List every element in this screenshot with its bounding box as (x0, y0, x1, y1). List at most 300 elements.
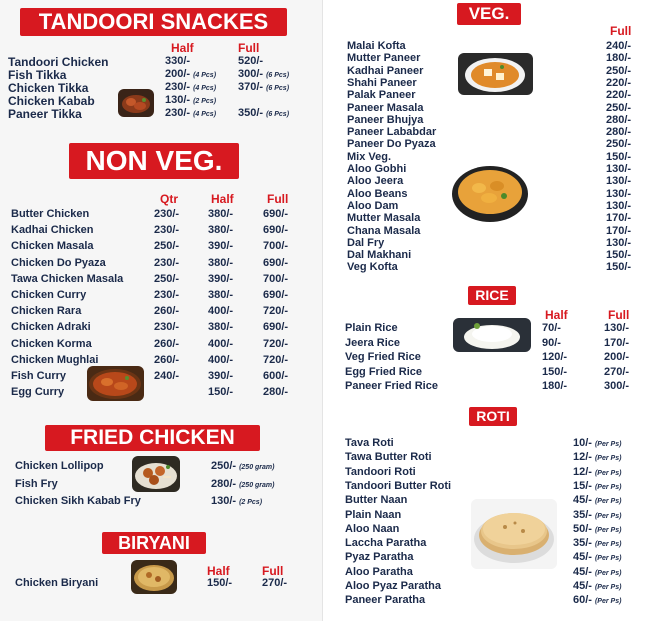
rice-item-full-text: 170/- (604, 336, 630, 349)
veg-item-name-text: Shahi Paneer (347, 76, 417, 89)
nonveg-item-name-text: Chicken Mughlai (11, 353, 99, 366)
veg-item-full-text: 250/- (606, 101, 632, 114)
roti-item-price-text: 35/- (573, 537, 592, 550)
roti-item-price-text: 35/- (573, 508, 592, 521)
tandoori-item-full-text: 370/- (238, 81, 264, 94)
nonveg-item-name-text: Egg Curry (11, 386, 65, 399)
veg-item-name-text: Paneer Bhujya (347, 113, 424, 126)
rice-item-full (604, 380, 629, 392)
nonveg-item-name (11, 386, 64, 398)
veg-item-full (606, 163, 631, 175)
veg-item-full (606, 114, 631, 126)
roti-item-price-text: 45/- (573, 565, 592, 578)
veg-item-full-text: 130/- (606, 163, 632, 175)
tandoori-item-name-text: Chicken Tikka (8, 81, 89, 96)
veg-item-full-text: 220/- (606, 89, 632, 102)
biryani-banner: BIRYANI (102, 532, 206, 554)
veg-item-name-text: Malai Kofta (347, 40, 406, 52)
tandoori-item-half-text: 230/- (165, 107, 191, 120)
tandoori-item-name (8, 55, 108, 69)
nonveg-item-name-text: Tawa Chicken Masala (11, 272, 124, 285)
veg-item-full-text: 280/- (606, 113, 632, 126)
roti-item-price-text: 45/- (573, 580, 592, 592)
veg-item-full-text: 150/- (606, 249, 632, 262)
tandoori-banner: TANDOORI SNACKES (20, 8, 287, 36)
veg-item-full-text: 130/- (606, 236, 632, 249)
roti-item-name-text: Aloo Naan (345, 522, 400, 535)
nonveg-item-full (263, 257, 288, 269)
nonveg-item-name-text: Chicken Rara (11, 305, 82, 318)
veg-item-name (347, 40, 406, 52)
veg-item-full (606, 138, 631, 150)
nonveg-item-qtr (154, 224, 179, 236)
nonveg-item-full-text: 720/- (263, 305, 289, 318)
rice-item-half-text: 90/- (542, 336, 561, 349)
roti-item-name (345, 566, 413, 578)
veg-item-full-text: 170/- (606, 212, 632, 225)
nonveg-item-name-text: Chicken Curry (11, 289, 87, 301)
nonveg-item-half-text: 400/- (208, 353, 234, 366)
nonveg-item-full-text: 720/- (263, 337, 289, 350)
nonveg-item-half-text: 150/- (208, 386, 234, 399)
nonveg-item-full-text: 690/- (263, 256, 289, 269)
veg-banner: VEG. (457, 3, 521, 25)
roti-item-price-note: (Per Ps) (594, 512, 622, 520)
fish-curry-photo (87, 366, 144, 401)
veg-item-name-text: Paneer Masala (347, 101, 424, 114)
veg-item-full (606, 77, 631, 89)
tandoori-item-full-text: 350/- (238, 107, 264, 120)
chicken-lollipop-photo (132, 456, 180, 492)
fried-item-price-text: 130/- (211, 495, 237, 507)
rice-item-name (345, 351, 421, 363)
nonveg-item-name-text: Butter Chicken (11, 208, 90, 220)
tandoori-item-name (8, 94, 95, 108)
nonveg-full-header: Full (267, 192, 289, 206)
tandoori-item-full (238, 55, 263, 67)
veg-item-name-text: Veg Kofta (347, 261, 398, 274)
roti-item-name-text: Tava Roti (345, 437, 394, 449)
veg-item-name (347, 52, 420, 64)
veg-item-name-text: Kadhai Paneer (347, 64, 424, 77)
veg-item-name (347, 212, 420, 224)
nonveg-item-name (11, 370, 66, 382)
roti-item-price (573, 551, 621, 563)
roti-item-name (345, 509, 401, 521)
nonveg-item-qtr-text: 250/- (154, 240, 180, 253)
nonveg-item-half (208, 354, 233, 366)
fried-item-price (211, 460, 274, 472)
veg-item-full-text: 220/- (606, 76, 632, 89)
rice-item-full (604, 337, 629, 349)
rice-item-half-text: 120/- (542, 351, 568, 364)
veg-item-name-text: Aloo Beans (347, 187, 408, 200)
tandoori-item-half-text: 130/- (165, 94, 191, 107)
nonveg-item-half (208, 273, 233, 285)
veg-item-name (347, 163, 406, 175)
veg-item-full-text: 180/- (606, 52, 632, 65)
nonveg-item-full (263, 273, 288, 285)
veg-item-full (606, 200, 631, 212)
veg-item-full-text: 250/- (606, 64, 632, 77)
roti-photo (471, 499, 557, 569)
veg-item-name (347, 151, 391, 163)
tandoori-item-half-text: 230/- (165, 81, 191, 94)
roti-item-price-note: (Per Ps) (594, 541, 622, 549)
veg-item-name-text: Chana Masala (347, 224, 421, 237)
roti-item-name-text: Aloo Pyaz Paratha (345, 580, 441, 592)
veg-full-header: Full (610, 24, 632, 38)
nonveg-item-full (263, 305, 288, 317)
veg-item-name (347, 77, 417, 89)
veg-item-name (347, 249, 411, 261)
fried-item-price-text: 250/- (211, 460, 237, 472)
tandoori-item-full-note: (6 Pcs) (266, 85, 290, 93)
veg-item-name (347, 188, 408, 200)
nonveg-item-half-text: 380/- (208, 321, 234, 334)
rice-item-half (542, 337, 561, 349)
rice-item-half (542, 322, 561, 334)
rice-item-name-text: Jeera Rice (345, 336, 401, 349)
veg-item-full (606, 225, 631, 237)
biryani-item-name (15, 577, 98, 589)
rice-full-header: Full (608, 308, 630, 322)
veg-item-name (347, 138, 436, 150)
veg-item-name (347, 175, 403, 187)
roti-item-name-text: Paneer Paratha (345, 594, 426, 607)
tandoori-item-half-note: (4 Pcs) (193, 85, 217, 93)
tandoori-item-half-note: (4 Pcs) (193, 111, 217, 119)
nonveg-item-half-text: 390/- (208, 370, 234, 382)
nonveg-item-qtr (154, 370, 179, 382)
roti-item-name-text: Tandoori Roti (345, 465, 416, 478)
roti-item-price-text: 15/- (573, 479, 592, 492)
roti-item-price-note: (Per Ps) (594, 483, 622, 491)
nonveg-item-full (263, 289, 288, 301)
rice-item-name-text: Paneer Fried Rice (345, 380, 438, 393)
nonveg-item-qtr-text: 260/- (154, 353, 180, 366)
rice-item-name (345, 337, 400, 349)
nonveg-item-full (263, 208, 288, 220)
nonveg-item-qtr (154, 273, 179, 285)
roti-item-name (345, 523, 399, 535)
biryani-full-header: Full (262, 564, 284, 578)
roti-item-price (573, 537, 621, 549)
nonveg-item-qtr-text: 240/- (154, 370, 180, 382)
tandoori-item-name-text: Fish Tikka (8, 68, 67, 83)
roti-item-name (345, 437, 394, 449)
nonveg-item-qtr-text: 250/- (154, 272, 180, 285)
veg-item-full (606, 40, 631, 52)
roti-item-price (573, 466, 621, 478)
nonveg-item-name (11, 273, 123, 285)
nonveg-item-name (11, 257, 106, 269)
veg-item-full-text: 150/- (606, 261, 632, 274)
tandoori-item-half (165, 68, 216, 80)
roti-item-name (345, 466, 416, 478)
roti-item-name (345, 451, 432, 463)
veg-item-name (347, 114, 423, 126)
tandoori-item-full-text: 520/- (238, 55, 264, 67)
roti-item-price (573, 494, 621, 506)
rice-item-name (345, 366, 422, 378)
biryani-half-header: Half (207, 564, 230, 578)
biryani-item-full (262, 577, 287, 589)
column-divider (322, 0, 323, 621)
roti-item-price-text: 10/- (573, 437, 592, 449)
aloo-dish-photo (449, 158, 532, 226)
veg-item-full-text: 240/- (606, 40, 632, 52)
veg-item-full (606, 212, 631, 224)
nonveg-item-qtr-text: 260/- (154, 337, 180, 350)
roti-item-price (573, 523, 621, 535)
nonveg-item-half-text: 380/- (208, 224, 234, 237)
tandoori-item-half (165, 55, 190, 67)
fried-item-price-text: 280/- (211, 477, 237, 490)
nonveg-banner: NON VEG. (69, 143, 239, 179)
fried-item-price (211, 478, 274, 490)
rice-item-name-text: Egg Fried Rice (345, 365, 423, 378)
nonveg-item-half (208, 338, 233, 350)
veg-item-name-text: Aloo Jeera (347, 175, 404, 188)
tandoori-half-header: Half (171, 41, 194, 55)
tandoori-item-name (8, 68, 66, 82)
veg-item-name-text: Dal Makhani (347, 249, 412, 262)
nonveg-item-half (208, 208, 233, 220)
nonveg-item-qtr (154, 257, 179, 269)
tandoori-item-full (238, 68, 289, 80)
veg-item-name (347, 225, 420, 237)
veg-item-name (347, 126, 436, 138)
roti-item-name (345, 551, 413, 563)
veg-item-full (606, 65, 631, 77)
tandoori-item-name (8, 107, 82, 121)
roti-item-name (345, 594, 425, 606)
rice-item-half (542, 380, 567, 392)
veg-item-name (347, 200, 398, 212)
nonveg-item-full (263, 370, 288, 382)
biryani-item-half-text: 150/- (207, 577, 233, 589)
veg-item-full (606, 237, 631, 249)
rice-item-full (604, 322, 629, 334)
nonveg-item-full-text: 690/- (263, 224, 289, 237)
fried-item-name-text: Chicken Sikh Kabab Fry (15, 495, 141, 507)
veg-item-full (606, 188, 631, 200)
veg-item-full-text: 130/- (606, 199, 632, 212)
biryani-photo (131, 560, 177, 594)
nonveg-item-half (208, 386, 233, 398)
fried-item-name (15, 460, 104, 472)
nonveg-item-qtr (154, 338, 179, 350)
roti-item-name-text: Butter Naan (345, 494, 408, 507)
rice-photo (453, 318, 531, 352)
roti-item-price (573, 451, 621, 463)
chicken-kabab-photo (118, 89, 154, 117)
rice-item-full-text: 130/- (604, 322, 630, 334)
roti-item-name-text: Plain Naan (345, 508, 402, 521)
tandoori-item-half (165, 81, 216, 93)
rice-item-name-text: Veg Fried Rice (345, 351, 421, 364)
nonveg-item-qtr-text: 230/- (154, 321, 180, 334)
tandoori-item-half (165, 94, 216, 106)
fried-item-price-note: (250 gram) (239, 481, 275, 489)
tandoori-item-half-note: (2 Pcs) (193, 98, 217, 106)
roti-item-price-note: (Per Ps) (594, 455, 622, 463)
nonveg-item-half (208, 370, 233, 382)
veg-item-name-text: Mix Veg. (347, 150, 392, 163)
nonveg-item-name (11, 354, 98, 366)
nonveg-item-half-text: 380/- (208, 289, 234, 301)
veg-item-full (606, 175, 631, 187)
rice-item-name-text: Plain Rice (345, 322, 398, 334)
nonveg-item-half (208, 240, 233, 252)
tandoori-full-header: Full (238, 41, 260, 55)
nonveg-item-qtr (154, 240, 179, 252)
roti-item-price-text: 60/- (573, 594, 592, 607)
roti-item-name (345, 494, 407, 506)
nonveg-item-full-text: 690/- (263, 321, 289, 334)
nonveg-item-name-text: Chicken Do Pyaza (11, 256, 106, 269)
roti-item-price (573, 580, 621, 592)
nonveg-item-qtr (154, 289, 179, 301)
nonveg-item-half-text: 380/- (208, 256, 234, 269)
nonveg-item-full-text: 720/- (263, 353, 289, 366)
nonveg-item-full-text: 690/- (263, 208, 289, 220)
roti-item-name-text: Tandoori Butter Roti (345, 479, 452, 492)
nonveg-item-half (208, 257, 233, 269)
nonveg-item-name (11, 208, 89, 220)
veg-item-name-text: Dal Fry (347, 236, 385, 249)
rice-item-full-text: 270/- (604, 365, 630, 378)
roti-item-price-note: (Per Ps) (594, 498, 622, 506)
tandoori-item-name-text: Tandoori Chicken (8, 55, 109, 69)
nonveg-item-name (11, 240, 94, 252)
tandoori-item-name-text: Chicken Kabab (8, 94, 95, 109)
nonveg-item-full-text: 690/- (263, 289, 289, 301)
rice-item-full-text: 200/- (604, 351, 630, 364)
paneer-dish-photo (458, 53, 533, 95)
veg-item-full (606, 126, 631, 138)
roti-item-price-note: (Per Ps) (594, 526, 622, 534)
rice-item-name (345, 322, 398, 334)
roti-item-price (573, 437, 621, 449)
veg-item-full-text: 150/- (606, 150, 632, 163)
rice-item-name (345, 380, 438, 392)
veg-item-name (347, 102, 423, 114)
biryani-item-full-text: 270/- (262, 577, 288, 589)
nonveg-item-half (208, 224, 233, 236)
tandoori-item-full-text: 300/- (238, 68, 264, 81)
nonveg-item-name (11, 321, 91, 333)
tandoori-item-name-text: Paneer Tikka (8, 107, 82, 122)
nonveg-item-qtr (154, 305, 179, 317)
veg-item-name (347, 65, 423, 77)
veg-item-full-text: 250/- (606, 138, 632, 151)
roti-item-price-text: 50/- (573, 522, 592, 535)
rice-banner: RICE (468, 286, 516, 305)
nonveg-item-full-text: 700/- (263, 240, 289, 253)
veg-item-name (347, 89, 416, 101)
nonveg-item-name (11, 224, 94, 236)
fried-item-name (15, 495, 141, 507)
nonveg-item-full-text: 280/- (263, 386, 289, 399)
nonveg-item-half-text: 400/- (208, 337, 234, 350)
rice-item-half-text: 180/- (542, 380, 568, 393)
fried-item-name-text: Chicken Lollipop (15, 460, 104, 472)
veg-item-name (347, 261, 398, 273)
roti-item-name (345, 480, 451, 492)
veg-item-full-text: 130/- (606, 187, 632, 200)
nonveg-item-half (208, 321, 233, 333)
roti-item-price-note: (Per Ps) (594, 598, 622, 606)
nonveg-item-name-text: Chicken Korma (11, 337, 92, 350)
veg-item-full (606, 102, 631, 114)
nonveg-item-half (208, 289, 233, 301)
veg-item-full (606, 89, 631, 101)
nonveg-item-name-text: Chicken Adraki (11, 321, 91, 334)
veg-item-name (347, 237, 384, 249)
nonveg-item-half-text: 380/- (208, 208, 234, 220)
fried-item-name-text: Fish Fry (15, 477, 58, 490)
nonveg-item-full (263, 224, 288, 236)
biryani-item-half (207, 577, 232, 589)
veg-item-full (606, 261, 631, 273)
tandoori-item-full-note: (6 Pcs) (266, 72, 290, 80)
nonveg-item-half-text: 400/- (208, 305, 234, 318)
veg-item-full (606, 249, 631, 261)
veg-item-full (606, 52, 631, 64)
nonveg-item-qtr (154, 354, 179, 366)
veg-item-full-text: 170/- (606, 224, 632, 237)
roti-item-name (345, 537, 426, 549)
veg-item-full-text: 280/- (606, 126, 632, 139)
fried-item-name (15, 478, 58, 490)
nonveg-item-name-text: Kadhai Chicken (11, 224, 94, 237)
fried-item-price-note: (250 gram) (239, 464, 275, 471)
veg-item-full-text: 130/- (606, 175, 632, 188)
nonveg-item-name-text: Chicken Masala (11, 240, 94, 253)
nonveg-item-full-text: 700/- (263, 272, 289, 285)
veg-item-name-text: Aloo Dam (347, 199, 399, 212)
tandoori-item-half-text: 330/- (165, 55, 191, 67)
tandoori-item-full (238, 107, 289, 119)
rice-half-header: Half (545, 308, 568, 322)
veg-item-name-text: Paneer Lababdar (347, 126, 437, 139)
nonveg-item-qtr-text: 230/- (154, 208, 180, 220)
nonveg-qtr-header: Qtr (160, 192, 178, 206)
rice-item-half (542, 351, 567, 363)
roti-banner: ROTI (469, 407, 517, 426)
rice-item-half-text: 150/- (542, 365, 568, 378)
nonveg-item-full (263, 321, 288, 333)
roti-item-name-text: Laccha Paratha (345, 537, 427, 550)
roti-item-price-text: 45/- (573, 551, 592, 564)
roti-item-price-note: (Per Ps) (594, 584, 622, 591)
veg-item-name-text: Palak Paneer (347, 89, 416, 102)
veg-item-name-text: Paneer Do Pyaza (347, 138, 436, 151)
roti-item-price (573, 480, 621, 492)
nonveg-item-name-text: Fish Curry (11, 370, 67, 382)
nonveg-item-full (263, 386, 288, 398)
roti-item-price-text: 45/- (573, 494, 592, 507)
nonveg-item-name (11, 305, 81, 317)
veg-item-name-text: Aloo Gobhi (347, 163, 407, 175)
nonveg-item-name (11, 289, 86, 301)
nonveg-item-name (11, 338, 92, 350)
fried-item-price (211, 495, 262, 507)
roti-item-price-note: (Per Ps) (594, 569, 622, 577)
fried-item-price-note: (2 Pcs) (239, 499, 263, 506)
